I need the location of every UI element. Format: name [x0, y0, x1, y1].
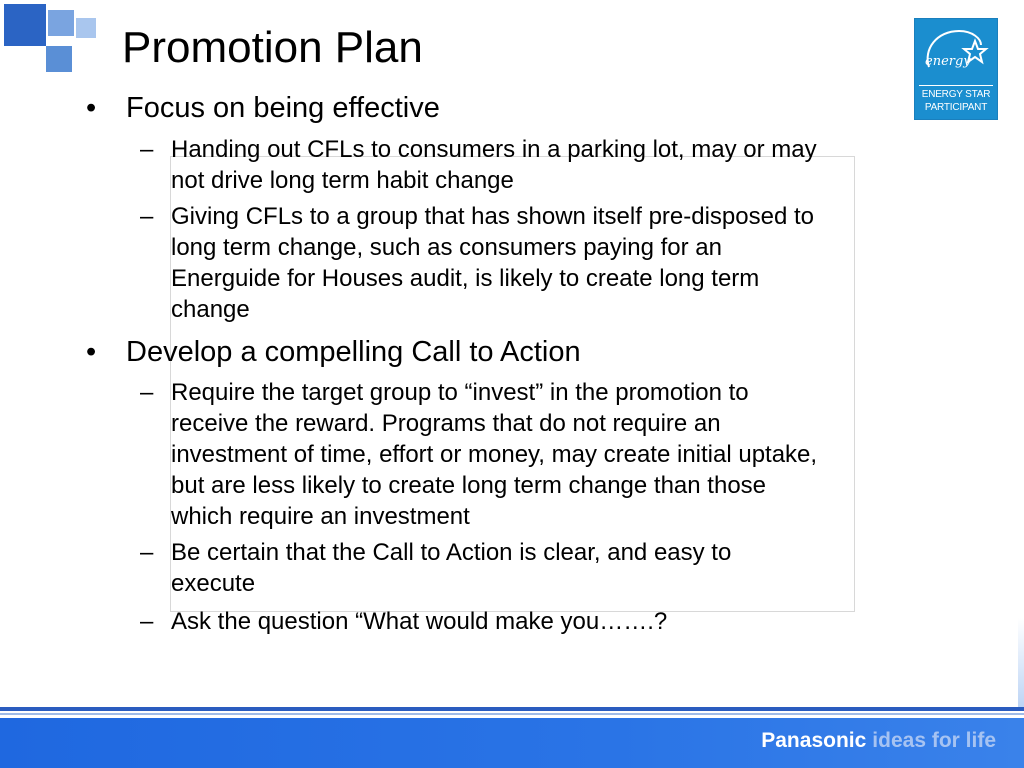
logo-divider — [919, 85, 993, 86]
sub-bullet-line: not drive long term habit change — [171, 167, 514, 194]
sub-bullet-marker: – — [140, 203, 154, 230]
sub-bullet-line: Ask the question “What would make you…….? — [171, 608, 668, 635]
logo-text-line1: ENERGY STAR — [921, 89, 991, 100]
corner-square-decoration — [48, 10, 74, 36]
footer-divider — [0, 713, 1024, 715]
sub-bullet-line: which require an investment — [171, 503, 470, 530]
energy-star-logo — [914, 18, 998, 120]
sub-bullet-line: execute — [171, 570, 256, 597]
brand-name: Panasonic — [761, 729, 867, 752]
energy-star-icon — [915, 19, 997, 85]
sub-bullet-line: but are less likely to create long term change than those — [171, 472, 767, 499]
bullet-text: Develop a compelling Call to Action — [126, 336, 581, 368]
bullet-marker: • — [86, 336, 97, 368]
sub-bullet-marker: – — [140, 379, 154, 406]
logo-text-line2: PARTICIPANT — [924, 102, 988, 113]
bullet-marker: • — [86, 92, 97, 124]
corner-square-decoration — [76, 18, 96, 38]
slide-title: Promotion Plan — [122, 23, 423, 72]
footer-bar — [0, 718, 1024, 768]
sub-bullet-line: Be certain that the Call to Action is clear, and easy to — [171, 539, 732, 566]
sub-bullet-line: receive the reward. Programs that do not require an — [171, 410, 721, 437]
sub-bullet-line: Handing out CFLs to consumers in a parking lot, may or may — [171, 136, 817, 163]
edge-decoration — [1018, 618, 1024, 708]
footer-divider — [0, 707, 1024, 711]
sub-bullet-line: Require the target group to “invest” in the promotion to — [171, 379, 749, 406]
footer-brand-logo — [761, 729, 996, 753]
sub-bullet-line: investment of time, effort or money, may create initial uptake, — [171, 441, 818, 468]
sub-bullet-line: Giving CFLs to a group that has shown itself pre-disposed to — [171, 203, 815, 230]
sub-bullet-marker: – — [140, 608, 154, 635]
corner-square-decoration — [46, 46, 72, 72]
brand-tagline: ideas for life — [872, 729, 996, 752]
corner-square-decoration — [4, 4, 46, 46]
logo-script-text: energy — [925, 54, 971, 69]
sub-bullet-marker: – — [140, 539, 154, 566]
sub-bullet-line: long term change, such as consumers paying for an — [171, 234, 722, 261]
bullet-text: Focus on being effective — [126, 92, 440, 124]
sub-bullet-marker: – — [140, 136, 154, 163]
sub-bullet-line: change — [171, 296, 250, 323]
sub-bullet-line: Energuide for Houses audit, is likely to create long term — [171, 265, 760, 292]
